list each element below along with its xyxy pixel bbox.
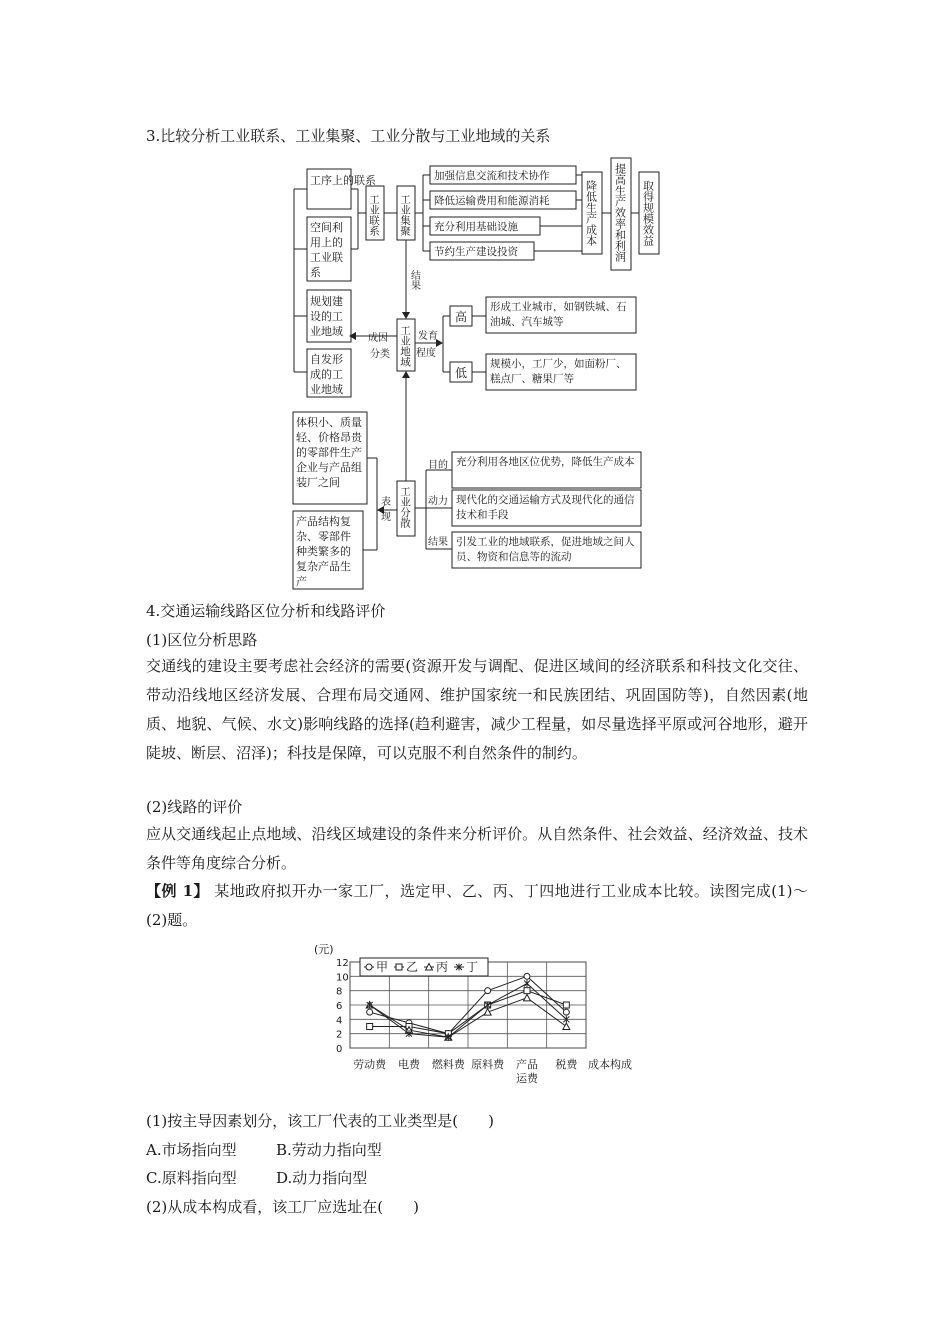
subheading-2: (2)线路的评价: [146, 798, 243, 816]
cost-text: 降低生产成本: [584, 180, 598, 246]
effect-info-text: 加强信息交流和技术协作: [434, 170, 550, 182]
chart-point: [563, 1009, 569, 1015]
legend-label: 丙: [436, 960, 449, 974]
cost-line-chart: [310, 940, 650, 1105]
chart-point: [485, 988, 491, 994]
biao-text: 表: [381, 497, 391, 508]
lianxi-text: 工业联系: [368, 194, 380, 236]
dongli-text: 动力: [428, 496, 448, 507]
xian-text: 现: [381, 512, 391, 523]
legend-label: 甲: [376, 960, 389, 974]
paragraph-1: 交通线的建设主要考虑社会经济的需要(资源开发与调配、促进区域间的经济联系和科技文化交往、带动沿线地区经济发展、合理布局交通网、维护国家统一和民族团结、巩固国防等)，自然因素(地质、地貌、气候、水文)影响线路的选择(趋利避害，减少工程量，如尽量选择平原或河谷地形，避开陡坡、断层、沼泽)；科技是保障，可以克服不利自然条件的制约。: [146, 657, 808, 762]
high-text: 高: [455, 310, 468, 324]
chart-xtick-label: 产品: [516, 1058, 538, 1071]
jieguo-text: 结果: [428, 537, 448, 548]
example-label: 【例 1】: [146, 882, 210, 900]
chart-ytick-label: 6: [336, 1001, 343, 1012]
chart-xtick-label: 电费: [398, 1058, 420, 1071]
option-b: B.劳动力指向型: [276, 1141, 382, 1159]
option-c: C.原料指向型: [146, 1169, 237, 1187]
fensan-text: 工业分散: [399, 486, 411, 528]
fayu-text: 发育: [418, 331, 438, 342]
chengyin-text: 成因: [368, 333, 388, 344]
high-desc-text: 形成工业城市，如钢铁城、石油城、汽车城等: [490, 301, 627, 328]
link-process-text: 工序上的联系: [310, 174, 376, 187]
link-space-text: 空间利用上的工业联系: [310, 221, 343, 279]
jiju-text: 工业集聚: [399, 194, 411, 236]
section4-title: 4.交通运输线路区位分析和线路评价: [146, 602, 386, 620]
chart-point: [563, 1002, 569, 1008]
section3-title: 3.比较分析工业联系、工业集聚、工业分散与工业地域的关系: [146, 127, 551, 145]
chart-ytick-label: 4: [336, 1015, 343, 1027]
example-text: 某地政府拟开办一家工厂，选定甲、乙、丙、丁四地进行工业成本比较。读图完成(1)～(2)题。: [146, 882, 808, 929]
power-desc-text: 现代化的交通运输方式及现代化的通信技术和手段: [456, 494, 635, 521]
example-complex-text: 产品结构复杂、零部件种类繁多的复杂产品生产: [296, 515, 351, 588]
efficiency-text: 提高生产效率和利润: [613, 163, 627, 262]
low-text: 低: [455, 366, 468, 380]
chart-xtick-label: 原料费: [471, 1058, 505, 1071]
low-desc-text: 规模小，工厂少，如面粉厂、糕点厂、糖果厂等: [490, 358, 627, 385]
effect-transport-text: 降低运输费用和能源消耗: [434, 195, 550, 207]
chart-point: [367, 1009, 373, 1015]
chart-xtick-label: 燃料费: [431, 1058, 465, 1071]
legend-label: 丁: [466, 960, 479, 974]
example-block: [146, 877, 808, 935]
chart-point: [367, 1024, 373, 1030]
diyu-text: 工业地域: [399, 325, 411, 367]
chart-x-axis-title: 成本构成: [588, 1058, 632, 1071]
question-2: (2)从成本构成看，该工厂应选址在( ): [146, 1198, 419, 1216]
chart-point: [396, 964, 402, 970]
fenlei-text: 分类: [370, 349, 390, 360]
jieguo-vertical-text: 结果: [408, 270, 420, 290]
chart-ytick-label: 12: [336, 958, 349, 969]
chart-xtick-label: 税费: [555, 1058, 578, 1071]
subheading-1: (1)区位分析思路: [146, 631, 258, 649]
planned-region-text: 规划建设的工业地域: [310, 295, 343, 338]
effect-invest-text: 节约生产建设投资: [434, 246, 518, 258]
legend-label: 乙: [406, 960, 419, 974]
spontaneous-region-text: 自发形成的工业地域: [310, 353, 343, 396]
chart-xtick-label: 运费: [516, 1072, 538, 1085]
chart-ytick-label: 10: [336, 972, 349, 984]
chart-point: [524, 973, 530, 979]
option-a: A.市场指向型: [146, 1141, 237, 1159]
chart-point: [524, 988, 530, 994]
question-1: (1)按主导因素划分，该工厂代表的工业类型是( ): [146, 1112, 494, 1130]
chart-ytick-label: 2: [336, 1029, 343, 1041]
purpose-desc-text: 充分利用各地区位优势，降低生产成本: [456, 456, 635, 468]
example-components-text: 体积小、质量轻、价格昂贵的零部件生产企业与产品组装厂之间: [296, 416, 362, 489]
chart-ytick-label: 8: [336, 986, 343, 998]
option-d: D.动力指向型: [276, 1169, 368, 1187]
chart-xtick-label: 劳动费: [353, 1058, 387, 1071]
mudi-text: 目的: [428, 460, 448, 471]
result-desc-text: 引发工业的地域联系，促进地域之间人员、物资和信息等的流动: [456, 536, 635, 563]
paragraph-2: 应从交通线起止点地域、沿线区域建设的条件来分析评价。从自然条件、社会效益、经济效益、技术条件等角度综合分析。: [146, 825, 808, 872]
chart-ylabel: (元): [314, 943, 334, 956]
chart-point: [366, 964, 372, 970]
chengdu-text: 程度: [416, 348, 436, 359]
scale-text: 取得规模效益: [641, 180, 655, 246]
chart-ytick-label: 0: [336, 1044, 343, 1055]
effect-infra-text: 充分利用基础设施: [434, 221, 518, 233]
